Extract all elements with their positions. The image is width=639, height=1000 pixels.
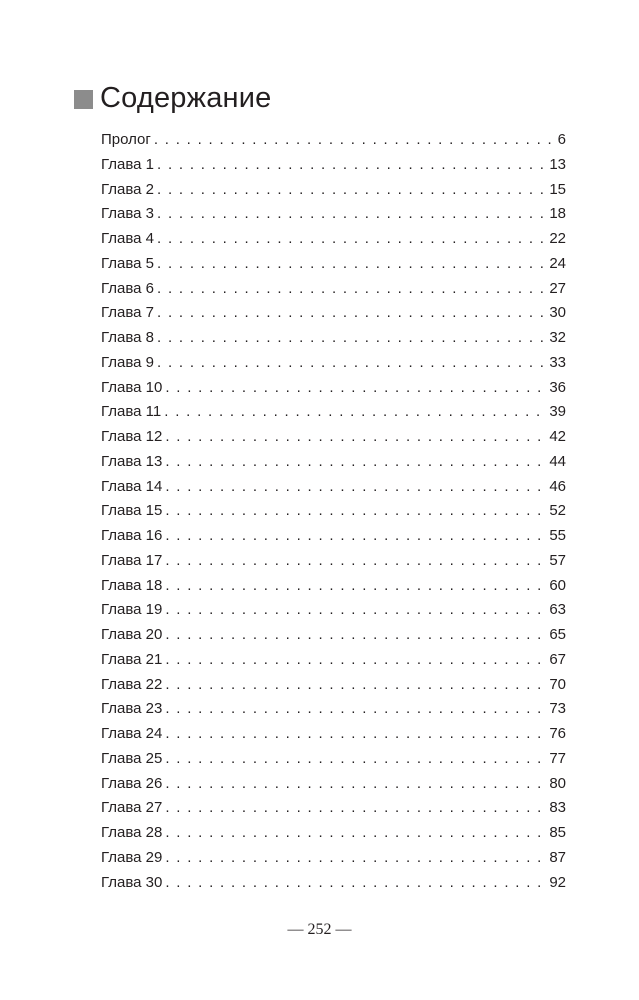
toc-dot-leader [165, 425, 546, 450]
toc-entry-label: Глава 24 [101, 725, 163, 742]
toc-entry-label: Глава 30 [101, 873, 163, 891]
toc-dot-leader [165, 722, 546, 747]
toc-dot-leader [165, 623, 546, 648]
toc-entry-label: Глава 21 [101, 650, 163, 668]
toc-entry-label: Глава 4 [101, 230, 155, 247]
toc-dot-leader [157, 351, 546, 376]
toc-entry-page: 70 [549, 675, 566, 693]
page-title: Содержание [100, 82, 272, 114]
toc-entry-page: 80 [549, 774, 566, 792]
toc-dot-leader [165, 475, 546, 500]
toc-entry-page: 24 [549, 254, 566, 272]
toc-dot-leader [157, 277, 546, 302]
toc-entry-label: Глава 27 [101, 799, 163, 817]
table-of-contents [101, 128, 566, 895]
toc-entry-label: Глава 13 [101, 452, 163, 470]
toc-entry-page: 65 [549, 626, 566, 643]
toc-entry-page: 83 [549, 799, 566, 817]
heading-square-marker [74, 90, 93, 109]
toc-entry-page: 77 [549, 749, 566, 767]
toc-entry-page: 63 [549, 601, 566, 619]
toc-entry-label: Глава 7 [101, 304, 155, 322]
toc-entry-page: 76 [549, 725, 566, 742]
toc-entry-label: Глава 26 [101, 774, 163, 792]
toc-entry [101, 623, 566, 648]
toc-entry [101, 796, 566, 821]
toc-entry [101, 846, 566, 871]
toc-entry-page: 92 [549, 873, 566, 891]
toc-entry-page: 33 [549, 353, 566, 371]
toc-entry [101, 574, 566, 599]
toc-dot-leader [165, 648, 546, 673]
toc-entry-page: 36 [549, 378, 566, 396]
toc-entry [101, 499, 566, 524]
toc-entry-label: Глава 9 [101, 353, 155, 371]
toc-entry [101, 277, 566, 302]
toc-entry [101, 673, 566, 698]
toc-dot-leader [165, 549, 546, 574]
toc-dot-leader [154, 128, 555, 153]
toc-entry-label: Глава 2 [101, 180, 155, 198]
toc-entry-page: 52 [549, 502, 566, 520]
toc-dot-leader [165, 821, 546, 846]
toc-entry-label: Глава 12 [101, 428, 163, 445]
toc-entry [101, 153, 566, 178]
toc-entry [101, 747, 566, 772]
toc-entry-page: 15 [549, 180, 566, 198]
toc-entry-label: Глава 10 [101, 378, 163, 396]
toc-dot-leader [157, 178, 546, 203]
toc-entry [101, 252, 566, 277]
toc-entry-page: 87 [549, 848, 566, 866]
toc-dot-leader [157, 227, 546, 252]
toc-entry-label: Глава 17 [101, 551, 163, 569]
toc-dot-leader [165, 697, 546, 722]
toc-dot-leader [157, 301, 546, 326]
toc-entry-label: Глава 22 [101, 675, 163, 693]
toc-dot-leader [165, 524, 546, 549]
toc-entry [101, 376, 566, 401]
toc-dot-leader [157, 252, 546, 277]
toc-entry [101, 326, 566, 351]
toc-entry-label: Глава 23 [101, 700, 163, 718]
toc-entry [101, 524, 566, 549]
toc-entry [101, 128, 566, 153]
toc-entry-label: Глава 11 [101, 403, 162, 421]
toc-dot-leader [165, 796, 546, 821]
toc-dot-leader [157, 202, 546, 227]
toc-entry [101, 301, 566, 326]
toc-entry [101, 772, 566, 797]
toc-entry-label: Глава 5 [101, 254, 155, 272]
toc-entry-page: 27 [549, 279, 566, 297]
toc-entry-page: 13 [549, 155, 566, 173]
toc-entry [101, 178, 566, 203]
toc-entry-label: Глава 1 [101, 155, 155, 173]
toc-entry [101, 475, 566, 500]
toc-entry [101, 648, 566, 673]
toc-entry-page: 22 [549, 230, 566, 247]
toc-entry [101, 549, 566, 574]
toc-entry-page: 85 [549, 824, 566, 841]
toc-entry [101, 598, 566, 623]
toc-dot-leader [157, 153, 546, 178]
toc-dot-leader [165, 772, 546, 797]
toc-entry-page: 39 [549, 403, 566, 421]
page-number: — 252 — [287, 921, 352, 938]
toc-entry [101, 400, 566, 425]
toc-dot-leader [165, 673, 546, 698]
toc-dot-leader [165, 871, 546, 896]
toc-entry-label: Глава 19 [101, 601, 163, 619]
toc-dot-leader [165, 598, 546, 623]
toc-entry [101, 227, 566, 252]
toc-dot-leader [165, 376, 546, 401]
toc-entry [101, 450, 566, 475]
toc-entry-page: 73 [549, 700, 566, 718]
toc-entry [101, 351, 566, 376]
toc-entry [101, 425, 566, 450]
toc-dot-leader [165, 450, 546, 475]
toc-entry-label: Глава 20 [101, 626, 163, 643]
toc-dot-leader [165, 846, 546, 871]
toc-entry-label: Глава 3 [101, 205, 155, 223]
toc-entry-label: Пролог [101, 131, 151, 148]
toc-entry-page: 30 [549, 304, 566, 322]
toc-entry-label: Глава 8 [101, 329, 155, 346]
toc-entry-page: 44 [549, 452, 566, 470]
toc-entry [101, 697, 566, 722]
toc-entry [101, 202, 566, 227]
toc-entry-page: 6 [557, 131, 566, 148]
toc-entry-label: Глава 18 [101, 576, 163, 594]
toc-entry-label: Глава 14 [101, 477, 163, 495]
toc-entry-label: Глава 15 [101, 502, 163, 520]
toc-entry [101, 821, 566, 846]
toc-entry-label: Глава 25 [101, 749, 163, 767]
toc-dot-leader [165, 574, 546, 599]
toc-dot-leader [157, 326, 546, 351]
toc-entry [101, 722, 566, 747]
toc-entry-page: 60 [549, 576, 566, 594]
toc-entry-label: Глава 16 [101, 527, 163, 544]
toc-entry-page: 57 [549, 551, 566, 569]
toc-entry-page: 18 [549, 205, 566, 223]
toc-entry [101, 871, 566, 896]
toc-entry-page: 42 [549, 428, 566, 445]
toc-entry-page: 32 [549, 329, 566, 346]
toc-entry-label: Глава 28 [101, 824, 163, 841]
toc-entry-label: Глава 29 [101, 848, 163, 866]
toc-dot-leader [165, 499, 546, 524]
toc-heading [74, 78, 271, 118]
toc-dot-leader [165, 747, 546, 772]
toc-entry-label: Глава 6 [101, 279, 155, 297]
toc-dot-leader [164, 400, 546, 425]
toc-entry-page: 46 [549, 477, 566, 495]
toc-entry-page: 55 [549, 527, 566, 544]
toc-entry-page: 67 [549, 650, 566, 668]
